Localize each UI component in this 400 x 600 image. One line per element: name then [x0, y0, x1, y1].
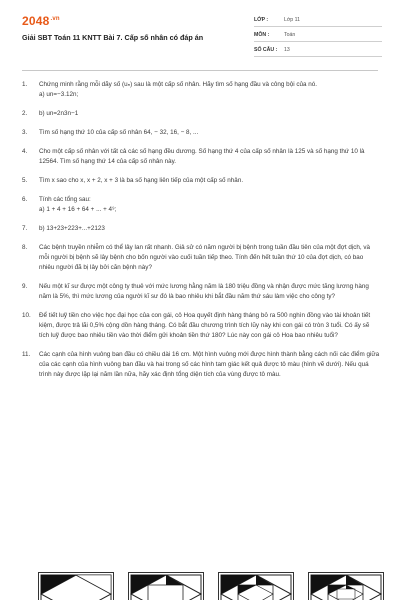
question-item: [22, 176, 380, 186]
question-text: Tìm số hạng thứ 10 của cấp số nhân 64, − 32, 16, − 8, ...: [39, 129, 199, 136]
question-text: Nếu một kĩ sư được một công ty thuê với mức lương hằng năm là 180 triệu đồng và nhận được mức tăng lương hàng năm là 5%, thì mức lương của người kĩ sư đó là bao nhiêu khi bắt đầu năm thứ sáu làm việc cho công ty?: [39, 283, 369, 300]
square-figure-4: [308, 572, 384, 600]
question-item: [22, 282, 380, 302]
meta-row-subject: [254, 29, 382, 42]
question-number: 9.: [22, 283, 28, 290]
question-item: [22, 80, 380, 100]
question-item: [22, 350, 380, 380]
question-number: 1.: [22, 81, 28, 88]
question-text: [39, 80, 380, 100]
question-item: [22, 243, 380, 273]
meta-label: LỚP :: [254, 17, 269, 23]
question-body: Tính các tổng sau:: [39, 196, 91, 203]
meta-label: MÔN :: [254, 32, 270, 38]
site-logo[interactable]: [22, 14, 60, 28]
logo-text: 2048: [22, 14, 50, 28]
question-item: [22, 109, 380, 119]
question-text: b) 13+23+223+...+2123: [39, 225, 105, 232]
meta-row-class: [254, 14, 382, 27]
question-text: Các cạnh của hình vuông ban đầu có chiều dài 16 cm. Một hình vuông mới được hình thành bằng cách nối các điểm giữa của các cạnh của hình vuông ban đầu và hai trong số các hình tam giác kết quả được tô màu (hình vẽ dưới). Nếu quá trình này được lặp lại năm lần nữa, hãy xác định tổng diện tích của vùng được tô màu.: [39, 351, 380, 378]
question-item: [22, 311, 380, 341]
question-number: 2.: [22, 110, 28, 117]
meta-value: 13: [284, 47, 290, 53]
question-text: Các bệnh truyền nhiễm có thể lây lan rất nhanh. Giả sử có năm người bị bệnh trong tuần đầu tiên của một đợt dịch, và mỗi người bị bệnh sẽ lây bệnh cho bốn người vào cuối tuần tiếp theo. Tính đến hết tuần thứ 10 của đợt dịch, có bao nhiêu người đã bị lây bởi căn bệnh này?: [39, 244, 371, 271]
question-number: 7.: [22, 225, 28, 232]
question-item: [22, 224, 380, 234]
question-item: [22, 195, 380, 215]
header-divider: [22, 70, 378, 71]
question-item: [22, 128, 380, 138]
question-subpart: a) 1 + 4 + 16 + 64 + ... + 4⁹;: [39, 206, 117, 213]
question-text: Để tiết luỹ tiền cho việc học đại học của con gái, cô Hoa quyết định hàng tháng bỏ ra 500 nghìn đồng vào tài khoản tiết kiệm, được trả lãi 0,5% cộng dồn hàng tháng. Có bắt đầu chương trình tích lũy này khi con gái có tròn 3 tuổi. Có ấy sẽ tích luỹ được bao nhiêu tiền vào thời điểm gửi khoản tiền thứ 180? Lúc này con gái cô Hoa bao nhiêu tuổi?: [39, 312, 371, 339]
logo-suffix: .vn: [50, 16, 60, 22]
question-number: 10.: [22, 312, 31, 319]
header: [0, 0, 400, 68]
question-text: Cho một cấp số nhân với tất cả các số hạng đều dương. Số hạng thứ 4 của cấp số nhân là 125 và số hạng thứ 10 là 12564. Tìm số hạng thứ 14 của cấp số nhân này.: [39, 148, 365, 165]
square-figure-3: [218, 572, 294, 600]
meta-info: [254, 14, 382, 59]
square-figure-1: [38, 572, 114, 600]
question-number: 4.: [22, 148, 28, 155]
meta-value: Lớp 11: [284, 17, 300, 23]
question-text: Tìm x sao cho x, x + 2, x + 3 là ba số hạng liên tiếp của một cấp số nhân.: [39, 177, 244, 184]
question-body: Chứng minh rằng mỗi dãy số (uₙ) sau là một cấp số nhân. Hãy tìm số hạng đầu và công bội của nó.: [39, 81, 317, 88]
meta-row-count: [254, 44, 382, 57]
square-figure-2: [128, 572, 204, 600]
question-number: 11.: [22, 351, 31, 358]
question-number: 6.: [22, 196, 28, 203]
question-number: 3.: [22, 129, 28, 136]
question-number: 5.: [22, 177, 28, 184]
question-subpart: a) un=−3.12n;: [39, 91, 79, 98]
figure-row: [38, 572, 384, 600]
question-text: b) un=2n3n−1: [39, 110, 79, 117]
page-title: Giải SBT Toán 11 KNTT Bài 7. Cấp số nhân có đáp án: [22, 33, 204, 42]
question-text: [39, 195, 380, 215]
question-number: 8.: [22, 244, 28, 251]
question-list: [22, 80, 380, 389]
meta-value: Toán: [284, 32, 296, 38]
meta-label: SỐ CÂU :: [254, 47, 278, 53]
question-item: [22, 147, 380, 167]
